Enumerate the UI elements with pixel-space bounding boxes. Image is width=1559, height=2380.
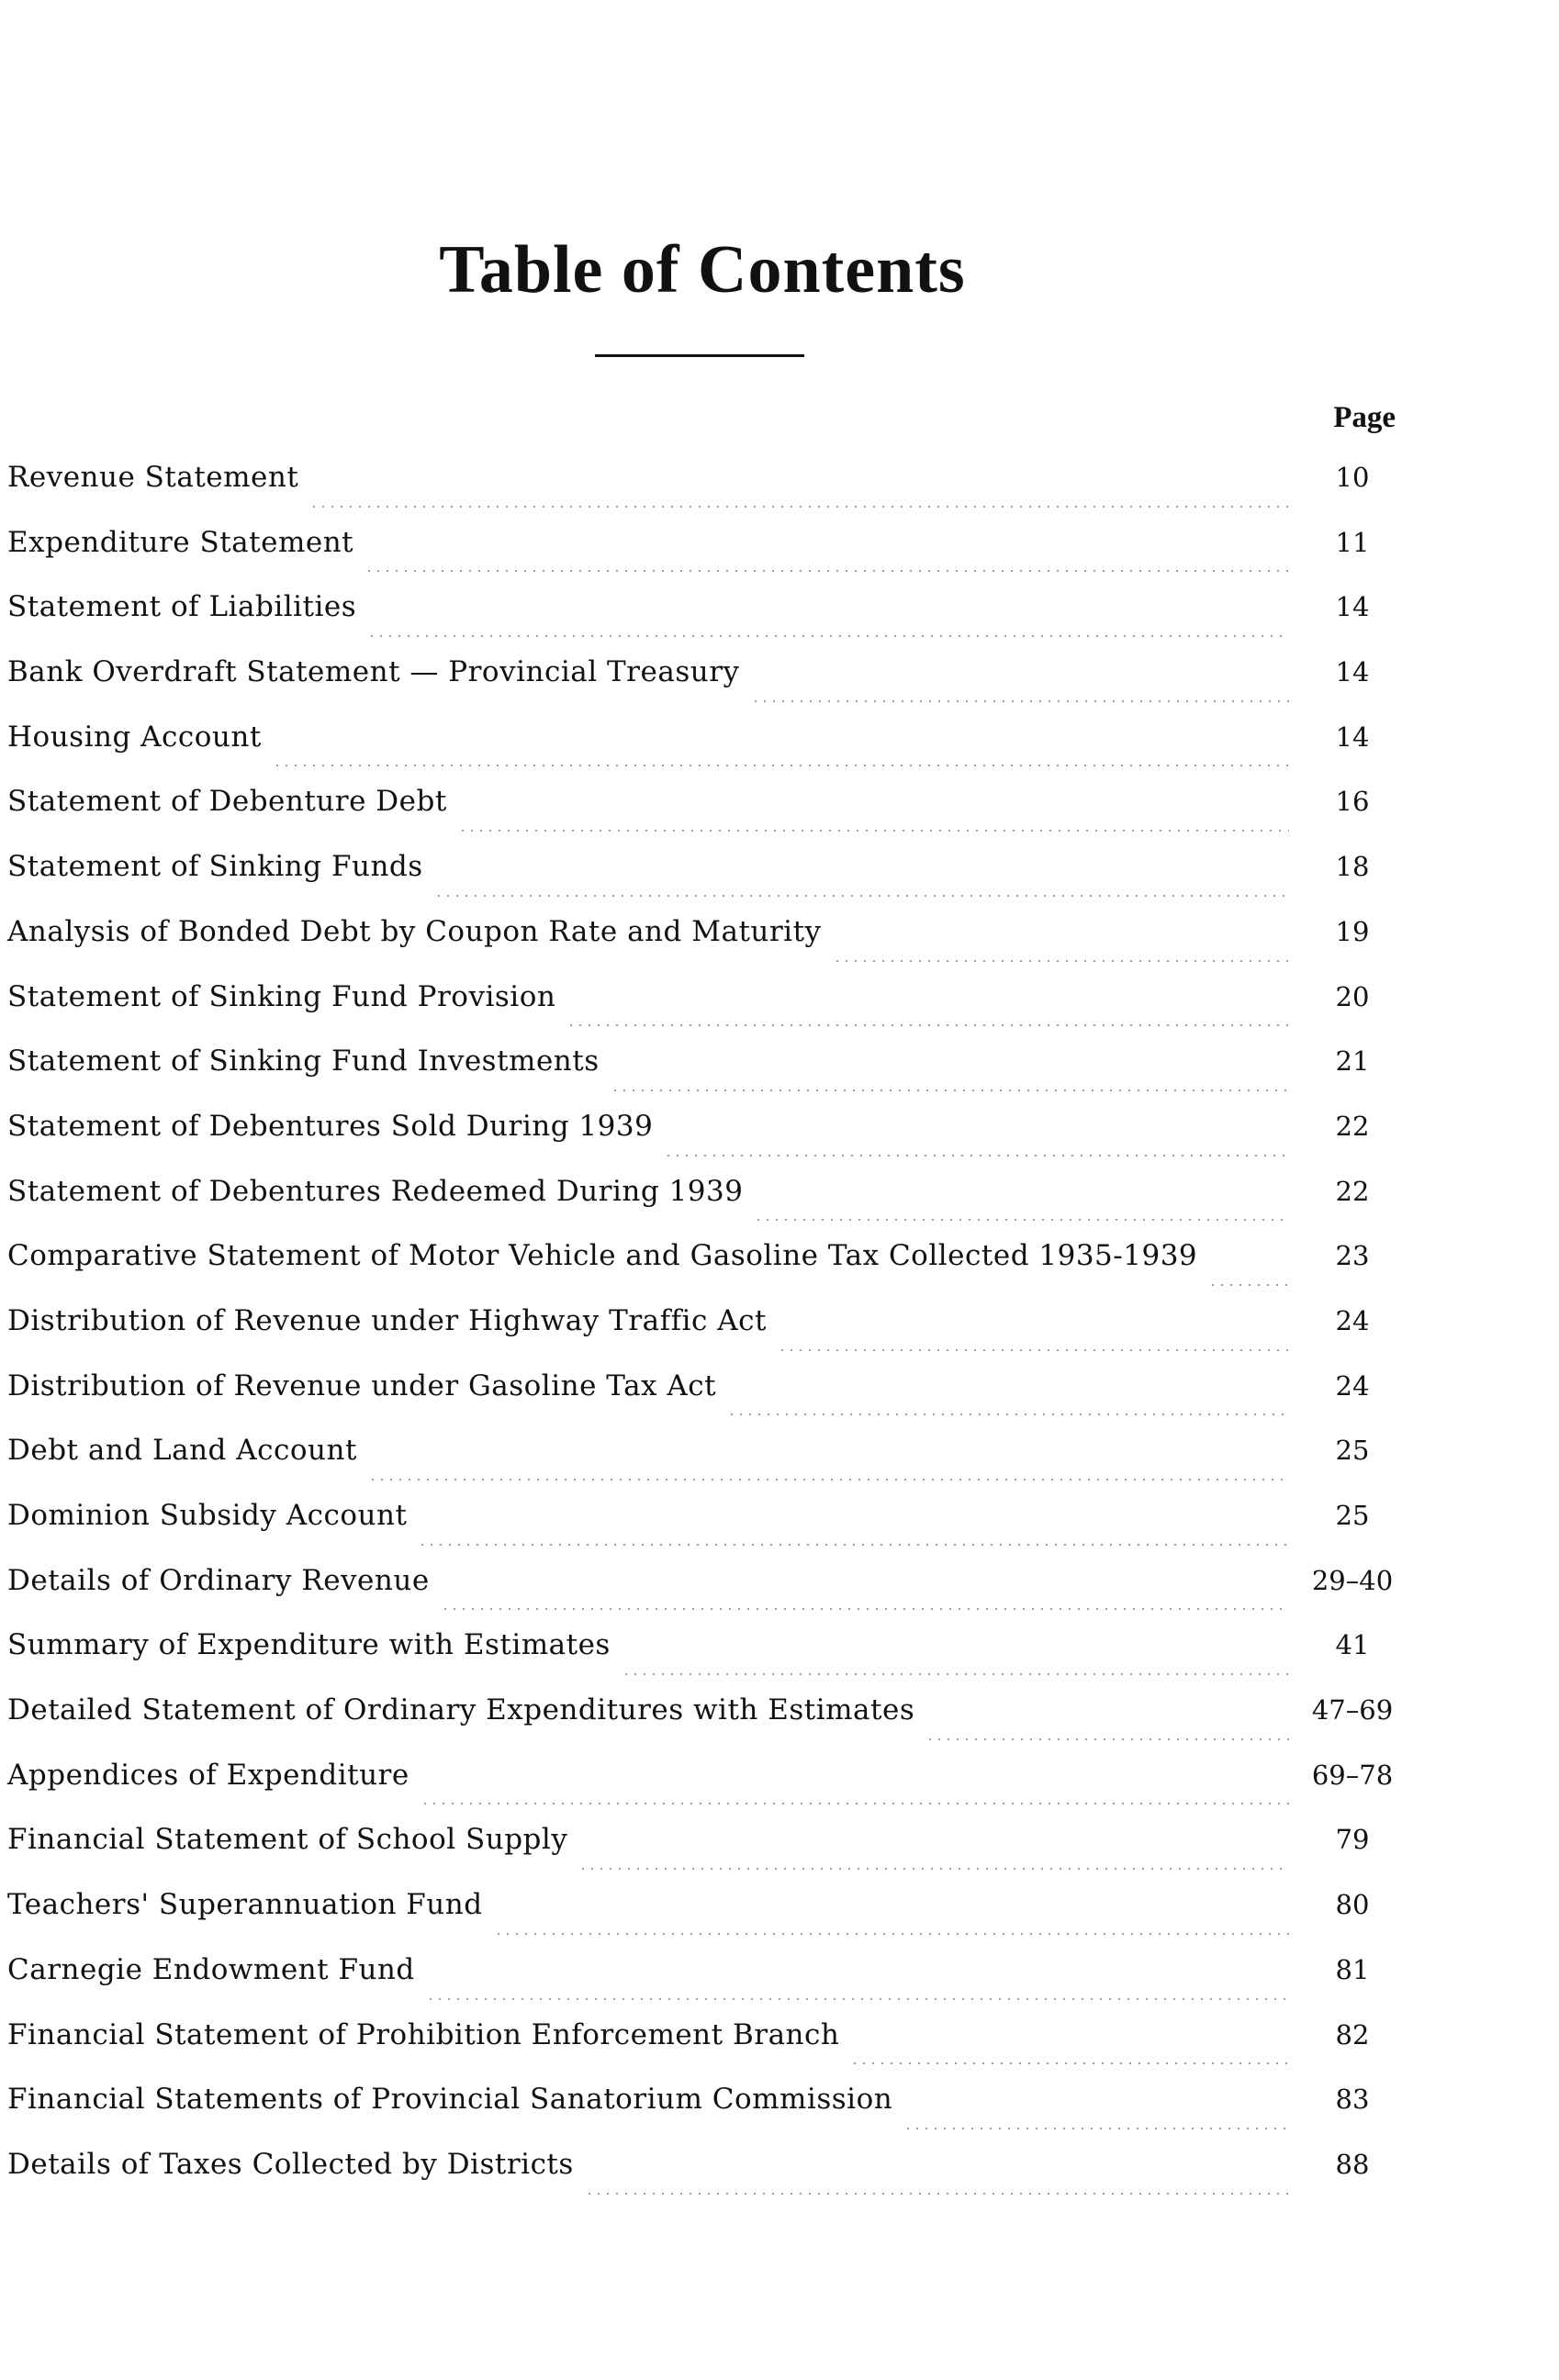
toc-entry-title: Statement of Debenture Debt — [7, 785, 447, 819]
toc-entry-title: Financial Statements of Provincial Sanatorium Commission — [7, 2083, 893, 2117]
toc-entry — [7, 1953, 1403, 2018]
toc-entry — [7, 1823, 1403, 1888]
toc-entry — [7, 2148, 1403, 2213]
toc-entry — [7, 1239, 1403, 1304]
dot-leader — [903, 2128, 1289, 2129]
toc-entry — [7, 461, 1403, 526]
dot-leader — [421, 1803, 1289, 1805]
dot-leader — [754, 1219, 1289, 1221]
toc-entry — [7, 526, 1403, 591]
toc-entry-title: Revenue Statement — [7, 461, 299, 494]
toc-entry — [7, 915, 1403, 980]
dot-leader — [458, 830, 1289, 832]
toc-entry-title: Comparative Statement of Motor Vehicle and Gasoline Tax Collected 1935-1939 — [7, 1239, 1198, 1273]
toc-entry-title: Statement of Debentures Redeemed During 1939 — [7, 1174, 744, 1208]
dot-leader — [368, 1479, 1289, 1481]
toc-entry — [7, 2083, 1403, 2148]
dot-leader — [578, 1868, 1289, 1870]
dot-leader — [365, 570, 1289, 572]
toc-entry-page-number: 69–78 — [1311, 1759, 1394, 1791]
toc-entry — [7, 1304, 1403, 1369]
toc-entry-title: Expenditure Statement — [7, 525, 354, 559]
toc-entry-page-number: 14 — [1335, 656, 1370, 688]
toc-entry-title: Statement of Sinking Funds — [7, 850, 423, 884]
dot-leader — [727, 1413, 1289, 1415]
toc-entry-title: Details of Taxes Collected by Districts — [7, 2147, 574, 2181]
dot-leader — [441, 1608, 1289, 1610]
toc-entry-page-number: 14 — [1335, 721, 1370, 753]
dot-leader — [1208, 1284, 1289, 1286]
toc-entry — [7, 1888, 1403, 1953]
toc-entry — [7, 785, 1403, 850]
dot-leader — [751, 700, 1289, 702]
toc-entry-page-number: 23 — [1335, 1240, 1370, 1272]
toc-entry-page-number: 20 — [1335, 980, 1370, 1012]
toc-entry-page-number: 22 — [1335, 1110, 1370, 1142]
dot-leader — [850, 2062, 1289, 2064]
toc-entry-page-number: 11 — [1335, 526, 1370, 558]
toc-entry-page-number: 14 — [1335, 591, 1370, 623]
toc-entry — [7, 1693, 1403, 1759]
title-underline — [595, 354, 804, 357]
toc-entry — [7, 1434, 1403, 1499]
toc-entry-title: Teachers' Superannuation Fund — [7, 1888, 483, 1922]
dot-leader — [664, 1155, 1289, 1156]
toc-entry-title: Distribution of Revenue under Highway Traffic Act — [7, 1303, 767, 1337]
toc-entry — [7, 1759, 1403, 1824]
dot-leader — [367, 635, 1289, 637]
toc-entry-page-number: 21 — [1335, 1045, 1370, 1078]
toc-entry-page-number: 25 — [1335, 1435, 1370, 1467]
toc-entry-title: Bank Overdraft Statement — Provincial Treasury — [7, 655, 740, 689]
toc-entry-page-number: 88 — [1335, 2148, 1370, 2180]
toc-entry — [7, 850, 1403, 915]
toc-entry-page-number: 18 — [1335, 851, 1370, 883]
toc-entry — [7, 980, 1403, 1045]
dot-leader — [833, 960, 1289, 962]
toc-entry-page-number: 25 — [1335, 1500, 1370, 1531]
toc-entry-page-number: 79 — [1335, 1824, 1370, 1856]
dot-leader — [273, 765, 1289, 766]
toc-entry — [7, 2018, 1403, 2084]
toc-entry-title: Carnegie Endowment Fund — [7, 1952, 415, 1986]
toc-entry — [7, 590, 1403, 655]
dot-leader — [566, 1024, 1289, 1026]
toc-entry-page-number: 81 — [1335, 1953, 1370, 1985]
dot-leader — [778, 1349, 1289, 1351]
toc-entry-page-number: 82 — [1335, 2018, 1370, 2050]
toc-entry-page-number: 22 — [1335, 1175, 1370, 1207]
toc-entry-title: Summary of Expenditure with Estimates — [7, 1628, 611, 1662]
toc-entry-title: Distribution of Revenue under Gasoline Tax Act — [7, 1369, 717, 1402]
toc-entry — [7, 1175, 1403, 1240]
toc-entry — [7, 1110, 1403, 1175]
toc-entry — [7, 655, 1403, 721]
toc-entry-title: Debt and Land Account — [7, 1434, 357, 1468]
toc-entry-title: Statement of Sinking Fund Provision — [7, 979, 556, 1013]
toc-entry-page-number: 16 — [1335, 786, 1370, 818]
toc-entry-page-number: 19 — [1335, 915, 1370, 947]
toc-entry-page-number: 29–40 — [1311, 1564, 1394, 1596]
toc-entry-title: Dominion Subsidy Account — [7, 1499, 408, 1532]
toc-entry — [7, 1499, 1403, 1564]
toc-entry-title: Statement of Liabilities — [7, 590, 357, 624]
toc-entry — [7, 1564, 1403, 1629]
dot-leader — [434, 895, 1289, 897]
dot-leader — [925, 1738, 1289, 1740]
dot-leader — [309, 506, 1289, 508]
toc-entry-title: Detailed Statement of Ordinary Expenditures with Estimates — [7, 1693, 915, 1727]
toc-entry-title: Housing Account — [7, 720, 262, 754]
page-column-header: Page — [1333, 401, 1396, 434]
toc-entry — [7, 1628, 1403, 1693]
toc-entry-title: Details of Ordinary Revenue — [7, 1563, 430, 1597]
toc-entry-page-number: 24 — [1335, 1369, 1370, 1402]
dot-leader — [622, 1673, 1289, 1675]
dot-leader — [426, 1998, 1289, 2000]
toc-entry-title: Statement of Debentures Sold During 1939 — [7, 1109, 654, 1143]
toc-entry — [7, 1045, 1403, 1110]
dot-leader — [611, 1089, 1289, 1091]
dot-leader — [585, 2193, 1289, 2195]
toc-entry-title: Analysis of Bonded Debt by Coupon Rate and Maturity — [7, 914, 822, 948]
toc-entry-page-number: 83 — [1335, 2084, 1370, 2116]
toc-entry-page-number: 10 — [1335, 462, 1370, 493]
toc-entry-page-number: 47–69 — [1311, 1694, 1394, 1726]
toc-entry-title: Statement of Sinking Fund Investments — [7, 1045, 600, 1078]
toc-entry — [7, 721, 1403, 786]
toc-entry-title: Appendices of Expenditure — [7, 1758, 409, 1792]
dot-leader — [418, 1544, 1289, 1546]
toc-entry-page-number: 41 — [1335, 1629, 1370, 1661]
toc-entry-page-number: 80 — [1335, 1889, 1370, 1921]
toc-entry-title: Financial Statement of School Supply — [7, 1823, 568, 1857]
toc-entry-page-number: 24 — [1335, 1304, 1370, 1336]
table-of-contents-list — [7, 461, 1403, 2213]
dot-leader — [494, 1933, 1289, 1935]
toc-entry — [7, 1369, 1403, 1435]
toc-entry-title: Financial Statement of Prohibition Enforcement Branch — [7, 2017, 840, 2051]
page-title: Table of Contents — [439, 232, 966, 307]
